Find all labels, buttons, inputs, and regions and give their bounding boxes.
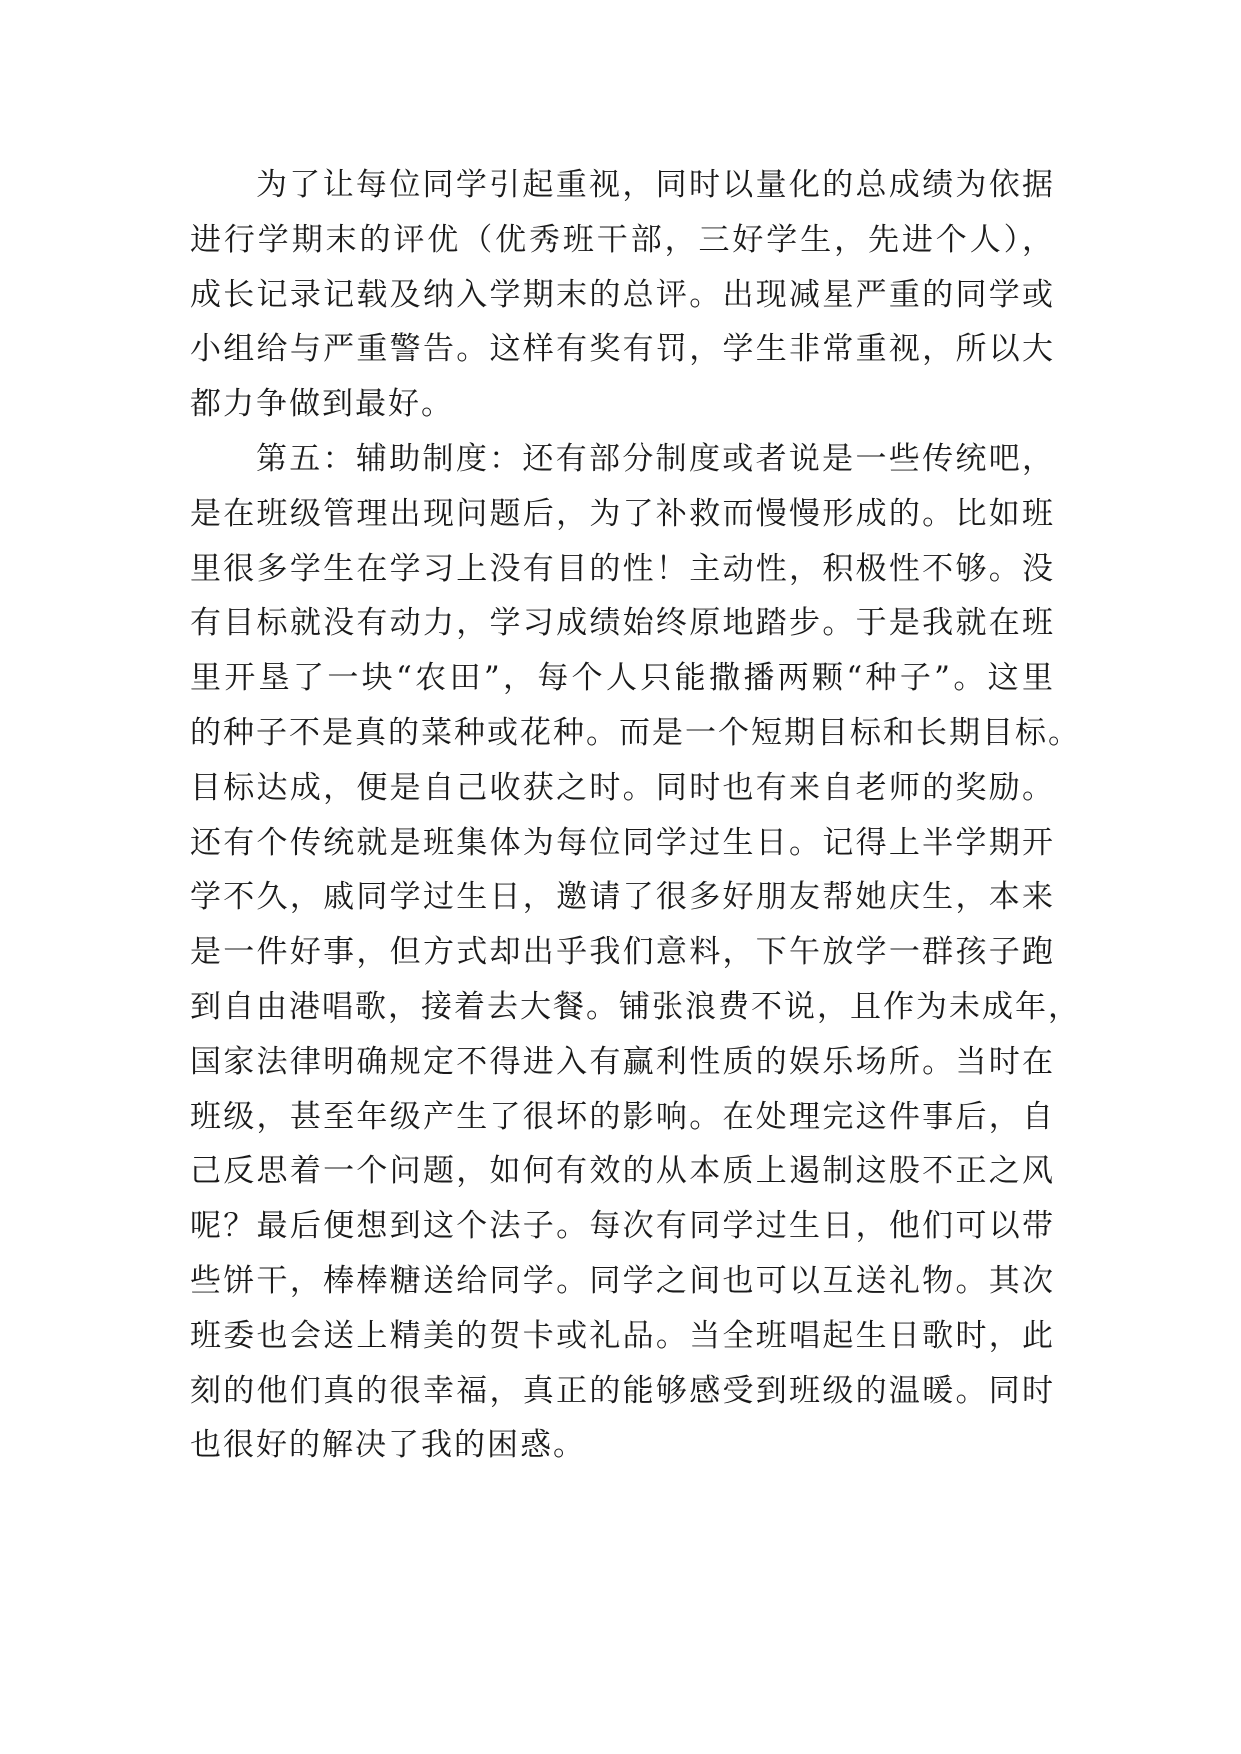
paragraph-2-line-12: 国家法律明确规定不得进入有赢利性质的娱乐场所。当时在	[190, 1043, 1055, 1080]
paragraph-2-line-11: 到自由港唱歌，接着去大餐。铺张浪费不说，且作为未成年，	[190, 988, 1081, 1025]
paragraph-2-line-19: 也很好的解决了我的困惑。	[190, 1427, 586, 1464]
paragraph-1-line-3: 成长记录记载及纳入学期末的总评。出现减星严重的同学或	[190, 276, 1055, 313]
body-text	[190, 158, 1081, 1473]
paragraph-2-line-9: 学不久，戚同学过生日，邀请了很多好朋友帮她庆生，本来	[190, 879, 1055, 916]
paragraph-1-line-1: 为了让每位同学引起重视，同时以量化的总成绩为依据	[256, 167, 1055, 203]
paragraph-2-line-17: 班委也会送上精美的贺卡或礼品。当全班唱起生日歌时，此	[190, 1317, 1055, 1354]
paragraph-2-line-7: 目标达成，便是自己收获之时。同时也有来自老师的奖励。	[190, 769, 1055, 806]
paragraph-2-line-6: 的种子不是真的菜种或花种。而是一个短期目标和长期目标。	[190, 714, 1081, 751]
paragraph-2-line-18: 刻的他们真的很幸福，真正的能够感受到班级的温暖。同时	[190, 1372, 1055, 1409]
paragraph-2-line-2: 是在班级管理出现问题后，为了补救而慢慢形成的。比如班	[190, 495, 1055, 532]
paragraph-1-line-4: 小组给与严重警告。这样有奖有罚，学生非常重视，所以大	[190, 331, 1055, 368]
paragraph-2-line-5: 里开垦了一块“农田”，每个人只能撒播两颗“种子”。这里	[190, 660, 1055, 697]
paragraph-2-line-10: 是一件好事，但方式却出乎我们意料，下午放学一群孩子跑	[190, 934, 1055, 971]
paragraph-1-line-5: 都力争做到最好。	[190, 386, 454, 423]
paragraph-2-line-1: 第五：辅助制度：还有部分制度或者说是一些传统吧，	[256, 440, 1055, 477]
paragraph-2-line-14: 己反思着一个问题，如何有效的从本质上遏制这股不正之风	[190, 1153, 1055, 1190]
paragraph-2-line-16: 些饼干，棒棒糖送给同学。同学之间也可以互送礼物。其次	[190, 1262, 1055, 1299]
paragraph-2-line-8: 还有个传统就是班集体为每位同学过生日。记得上半学期开	[190, 824, 1055, 861]
paragraph-2-line-15: 呢？最后便想到这个法子。每次有同学过生日，他们可以带	[190, 1208, 1055, 1245]
paragraph-2-line-4: 有目标就没有动力，学习成绩始终原地踏步。于是我就在班	[190, 605, 1055, 642]
paragraph-1-line-2: 进行学期末的评优（优秀班干部，三好学生，先进个人），	[190, 221, 1055, 258]
paragraph-2-line-13: 班级，甚至年级产生了很坏的影响。在处理完这件事后，自	[190, 1098, 1055, 1135]
paragraph-2-line-3: 里很多学生在学习上没有目的性！主动性，积极性不够。没	[190, 550, 1055, 587]
